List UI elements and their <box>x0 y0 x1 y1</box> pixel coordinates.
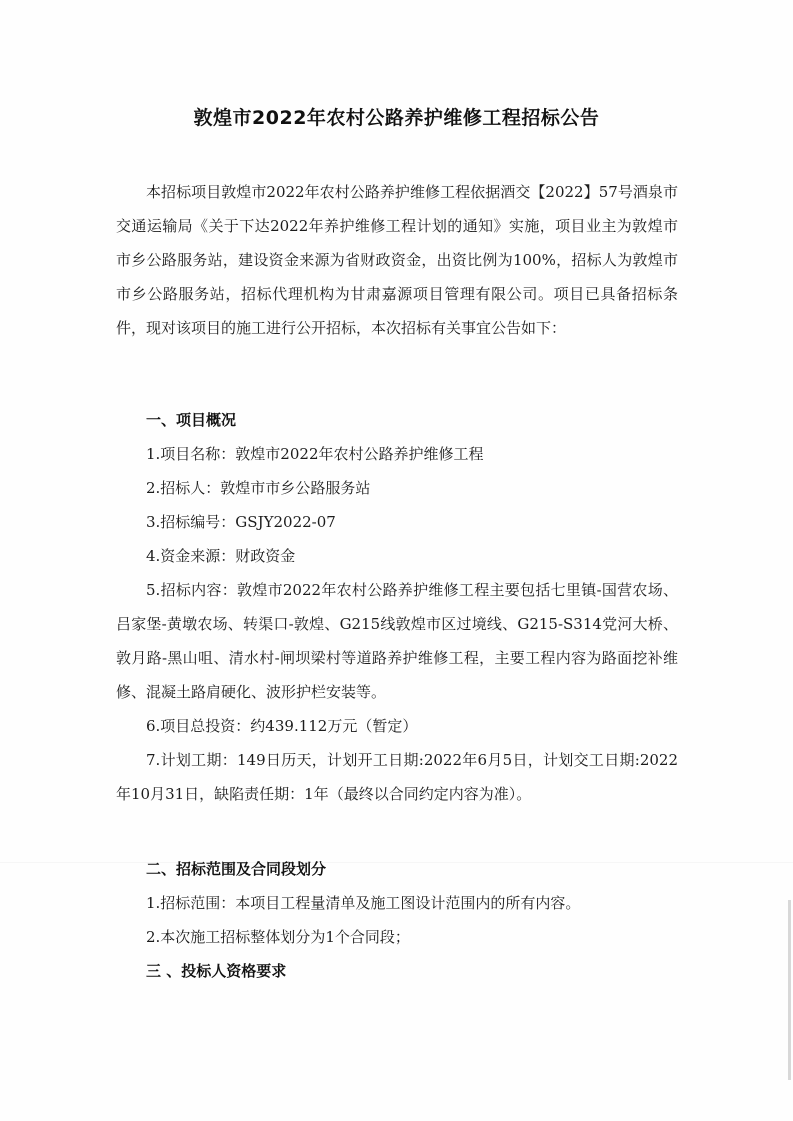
scan-edge-mark <box>788 900 791 1080</box>
section-3-heading: 三 、投标人资格要求 <box>146 962 287 980</box>
section-1 <box>116 403 678 811</box>
section-1-item-5: 5.招标内容：敦煌市2022年农村公路养护维修工程主要包括七里镇-国营农场、吕家堡-黄墩农场、转渠口-敦煌、G215线敦煌市区过境线、G215-S314党河大桥、敦月路-黑山咀、清水村-闸坝梁村等道路养护维修工程，主要工程内容为路面挖补维修、混凝土路肩硬化、波形护栏安装等。 <box>116 581 678 701</box>
section-1-heading: 一、项目概况 <box>146 411 237 429</box>
document-title: 敦煌市2022年农村公路养护维修工程招标公告 <box>193 107 600 129</box>
section-2-item-2: 2.本次施工招标整体划分为1个合同段； <box>146 928 410 946</box>
intro-paragraph: 本招标项目敦煌市2022年农村公路养护维修工程依据酒交【2022】57号酒泉市交通运输局《关于下达2022年养护维修工程计划的通知》实施，项目业主为敦煌市市乡公路服务站，建设资金来源为省财政资金，出资比例为100%，招标人为敦煌市市乡公路服务站，招标代理机构为甘肃嘉源项目管理有限公司。项目已具备招标条件，现对该项目的施工进行公开招标，本次招标有关事宜公告如下： <box>116 183 678 337</box>
section-1-item-4: 4.资金来源：财政资金 <box>146 547 296 565</box>
section-1-item-2: 2.招标人：敦煌市市乡公路服务站 <box>146 479 371 497</box>
section-2 <box>116 852 678 988</box>
section-1-item-6: 6.项目总投资：约439.112万元（暂定） <box>146 717 418 735</box>
section-1-item-7: 7.计划工期：149日历天，计划开工日期:2022年6月5日，计划交工日期:2022年10月31日，缺陷责任期：1年（最终以合同约定内容为准）。 <box>116 751 678 803</box>
document-body <box>116 175 678 345</box>
section-2-item-1: 1.招标范围：本项目工程量清单及施工图设计范围内的所有内容。 <box>146 894 581 912</box>
section-1-item-1: 1.项目名称：敦煌市2022年农村公路养护维修工程 <box>146 445 484 463</box>
section-2-heading: 二、招标范围及合同段划分 <box>146 860 327 878</box>
section-1-item-3: 3.招标编号：GSJY2022-07 <box>146 513 336 531</box>
